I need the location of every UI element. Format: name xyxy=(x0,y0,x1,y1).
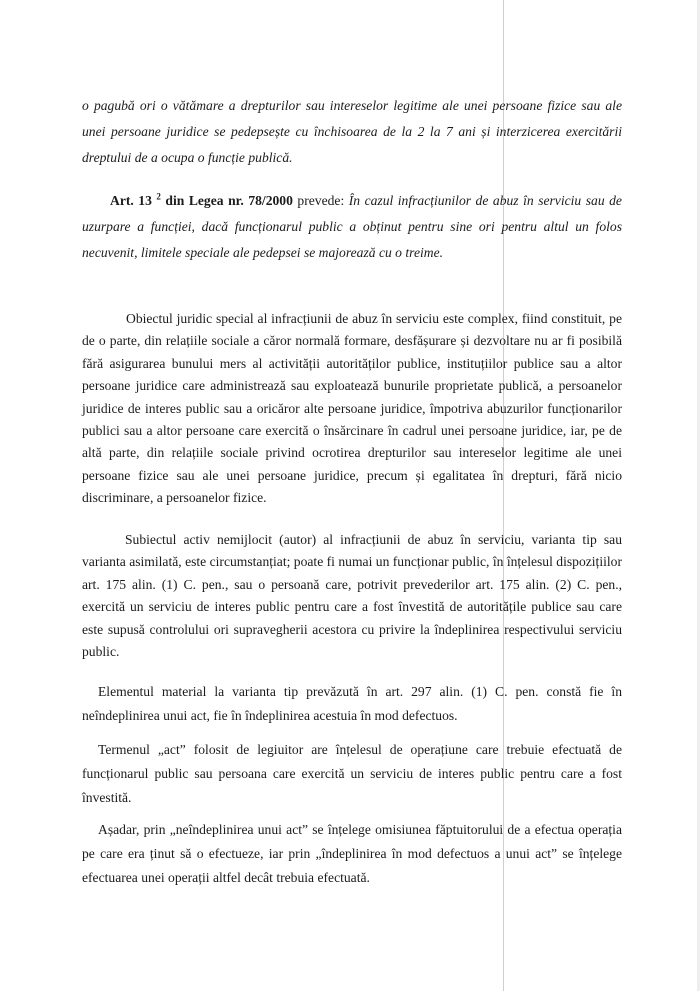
article-label xyxy=(110,193,293,208)
paragraph-legal-object: Obiectul juridic special al infracțiunii de abuz în serviciu este complex, fiind constituit, pe de o parte, din relațiile sociale a căror normală formare, desfășurare și dezvoltare nu ar fi posibilă fără asigurarea bunului mers al activității autorităților publice, instituțiilor publice sau a altor persoane juridice care administrează sau exploatează bunurile proprietate publică, a persoanelor juridice de interes public sau a oricăror alte persoane juridice, împotriva abuzurilor funcționarilor publici sau a altor persoane care exercită o însărcinare în cadrul unei persoane juridice, iar, pe de altă parte, din relațiile sociale privind ocrotirea drepturilor sau intereselor legitime ale unei persoane fizice sau ale unei persoane juridice, precum și egalitatea în drepturi, fără nicio discriminare, a persoanelor fizice. xyxy=(82,311,622,506)
article-verb: prevede: xyxy=(297,193,345,208)
paragraph-active-subject: Subiectul activ nemijlocit (autor) al infracțiunii de abuz în serviciu, varianta tip sau varianta asimilată, este circumstanțiat; poate fi numai un funcționar public, în înțelesul dispozițiilor art. 175 alin. (1) C. pen., sau o persoană care, potrivit prevederilor art. 175 alin. (2) C. pen., exercită un serviciu de interes public pentru care a fost învestită de autoritățile publice sau care este supusă controlului ori supravegherii acestora cu privire la îndeplinirea respectivului serviciu public. xyxy=(82,532,622,660)
paragraph-conclusion: Așadar, prin „neîndeplinirea unui act” se înțelege omisiunea făptuitorului de a efectua operația pe care era ținut să o efectueze, iar prin „îndeplinirea în mod defectuos a unui act” se înțelege efectuarea unei operații altfel decât trebuia efectuată. xyxy=(82,822,622,885)
law-reference: din Legea nr. 78/2000 xyxy=(165,193,293,208)
paragraph-law-text-end: o pagubă ori o vătămare a drepturilor sau intereselor legitime ale unei persoane fizice sau ale unei persoane juridice se pedepsește cu închisoarea de la 2 la 7 ani și interzicerea exercitării dreptului de a ocupa o funcție publică. xyxy=(82,98,622,165)
paragraph-art-13-2 xyxy=(82,188,622,266)
article-quote: În cazul infracțiunilor de abuz în serviciu sau de uzurpare a funcției, dacă funcționarul public a obținut pentru sine ori pentru altul un folos necuvenit, limitele speciale ale pedepsei se majorează cu o treime. xyxy=(82,193,622,260)
article-number: Art. 13 xyxy=(110,193,152,208)
paragraph-material-element: Elementul material la varianta tip prevăzută în art. 297 alin. (1) C. pen. constă fie în neîndeplinirea unui act, fie în îndeplinirea acestuia în mod defectuos. xyxy=(82,684,622,723)
article-superscript: 2 xyxy=(156,191,161,202)
paragraph-act-term: Termenul „act” folosit de legiuitor are înțelesul de operațiune care trebuie efectuată de funcționarul public sau persoana care exercită un serviciu de interes public pentru care a fost învestită. xyxy=(82,742,622,805)
